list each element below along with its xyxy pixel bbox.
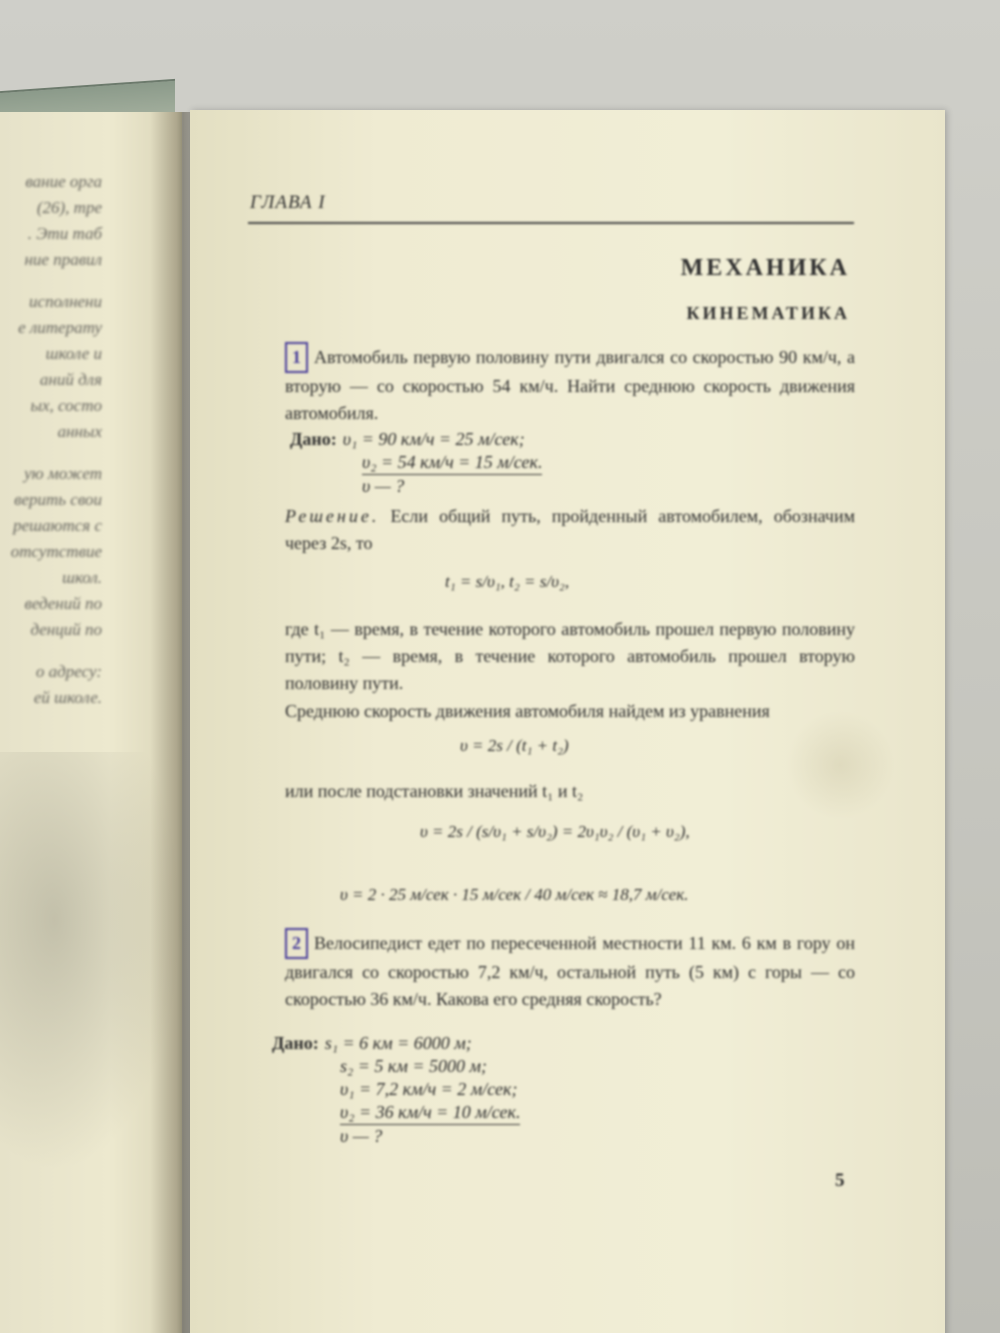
formula-v-substituted: υ = 2s / (s/υ₁ + s/υ₂) = 2υ₁υ₂ / (υ₁ + υ₂), (420, 822, 690, 841)
solution-text-2: где t₁ — время, в течение которого автомобиль прошел первую половину пути; t₂ — время, в течение которого автомобиль прошел вторую половину пути. (285, 619, 855, 693)
given-label: Дано: (272, 1033, 319, 1053)
solution-text-3: Среднюю скорость движения автомобиля найдем из уравнения (285, 701, 770, 721)
left-page-text: денций по (30, 620, 102, 639)
header-rule (248, 222, 854, 224)
given-item: s₁ = 6 км = 6000 м; (324, 1033, 472, 1053)
given-item: υ₂ = 36 км/ч = 10 м/сек. (340, 1101, 520, 1125)
left-page-text: ние правил (24, 250, 102, 269)
problem-text: Автомобиль первую половину пути двигался со скоростью 90 км/ч, а вторую — со скоростью 54 км/ч. Найти среднюю скорость движения автомобиля. (285, 347, 855, 423)
formula-v: υ = 2s / (t₁ + t₂) (460, 736, 569, 755)
formula-v-result: υ = 2 · 25 м/сек · 15 м/сек / 40 м/сек ≈ 18,7 м/сек. (340, 885, 689, 904)
problem-1 (285, 342, 855, 427)
page-number: 5 (835, 1170, 845, 1191)
given-item: s₂ = 5 км = 5000 м; (340, 1056, 487, 1076)
problem-number: 1 (285, 342, 308, 373)
problem-2 (285, 928, 855, 1013)
solution-text: Если общий путь, пройденный автомобилем, обозначим через 2s, то (285, 506, 855, 553)
section-title: МЕХАНИКА (680, 255, 850, 281)
given-block-2 (272, 1032, 520, 1148)
left-page-text: отсутствие (10, 542, 102, 561)
page-content (190, 110, 945, 1333)
left-page-text: вание орга (25, 172, 102, 191)
left-page-text: ых, состо (30, 396, 102, 415)
left-page-text: школ. (62, 568, 102, 587)
given-item: υ₁ = 90 км/ч = 25 м/сек; (342, 429, 525, 449)
solution-label: Решение. (285, 506, 380, 526)
chapter-heading: ГЛАВА I (250, 192, 326, 213)
left-page-text: аний для (39, 370, 102, 389)
left-page-text: ведений по (24, 594, 102, 613)
left-page-text: (26), тре (36, 198, 102, 217)
solution-text-4: или после подстановки значений t₁ и t₂ (285, 781, 584, 801)
left-page-text: . Эти таб (27, 224, 102, 243)
left-page-text: анных (57, 422, 102, 441)
problem-text: Велосипедист едет по пересеченной местности 11 км. 6 км в гору он двигался со скоростью 7,2 км/ч, остальной путь (5 км) с горы — со скоростью 36 км/ч. Какова его средняя скорость? (285, 933, 855, 1009)
left-page-text: школе и (45, 344, 102, 363)
left-page-text: ей школе. (33, 688, 102, 707)
problem-number: 2 (285, 928, 308, 959)
left-page-text: исполнени (29, 292, 102, 311)
solution-paragraph (285, 503, 855, 557)
left-page-text: ую может (24, 464, 102, 483)
given-unknown: υ — ? (362, 476, 405, 496)
left-page-text: е литерату (18, 318, 102, 337)
left-page-text: верить свои (14, 490, 102, 509)
given-item: υ₂ = 54 км/ч = 15 м/сек. (362, 451, 542, 475)
formula-t: t₁ = s/υ₁, t₂ = s/υ₂, (445, 572, 570, 591)
subsection-title: КИНЕМАТИКА (686, 303, 850, 323)
right-page (190, 110, 945, 1333)
left-page-text: о адресу: (35, 662, 102, 681)
given-item: υ₁ = 7,2 км/ч = 2 м/сек; (340, 1079, 518, 1099)
given-block-1 (290, 428, 542, 498)
given-unknown: υ — ? (340, 1126, 383, 1146)
given-label: Дано: (290, 429, 337, 449)
left-page-text: решаются с (13, 516, 102, 535)
